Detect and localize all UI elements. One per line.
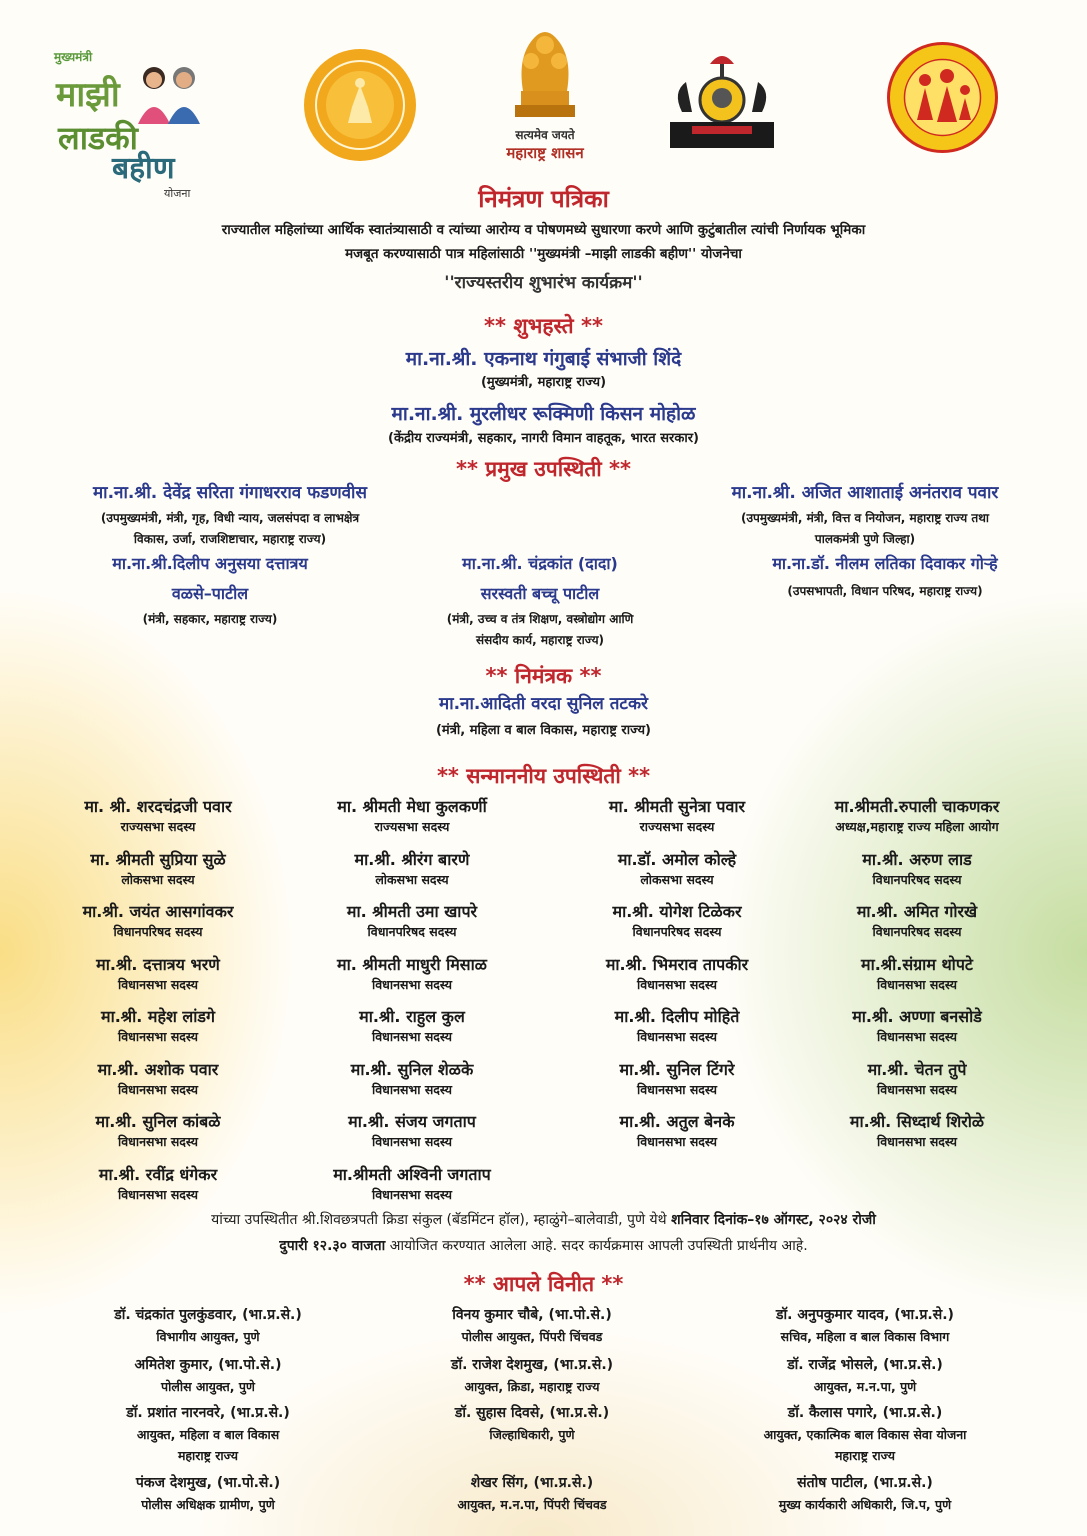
nimantrak-name: मा.ना.आदिती वरदा सुनिल तटकरे xyxy=(439,694,648,714)
honored-guest xyxy=(23,1058,293,1098)
gov-emblem xyxy=(470,25,620,175)
honored-guest-name: मा.डॉ. अमोल कोल्हे xyxy=(617,849,737,869)
host-officer-designation: आयुक्त, म.न.पा, पिंपरी चिंचवड xyxy=(457,1497,607,1512)
pramukh-p3-role: (मंत्री, सहकार, महाराष्ट्र राज्य) xyxy=(142,612,278,626)
host-officer-name: डॉ. चंद्रकांत पुलकुंडवार, (भा.प्र.से.) xyxy=(114,1307,302,1323)
honored-guest xyxy=(23,848,293,888)
honored-guest-name: मा.श्री. संजय जगताप xyxy=(348,1112,476,1131)
honored-guest-name: मा.श्री. जयंत आसगांवकर xyxy=(82,902,234,921)
honored-guest xyxy=(782,1058,1052,1098)
honored-guest-name: मा. श्री. शरदचंद्रजी पवार xyxy=(84,797,232,816)
honored-guest-role: विधानसभा सदस्य xyxy=(371,976,453,992)
honored-guest xyxy=(782,848,1052,888)
honored-guest-name: मा.श्री. राहुल कुल xyxy=(359,1007,465,1026)
host-officer xyxy=(372,1305,692,1345)
pramukh-p3-name-1: मा.ना.श्री.दिलीप अनुसया दत्तात्रय xyxy=(112,554,308,573)
honored-guest xyxy=(277,1110,547,1150)
host-officer-name: शेखर सिंग, (भा.प्र.से.) xyxy=(470,1475,594,1491)
host-officer-designation: आयुक्त, एकात्मिक बाल विकास सेवा योजना xyxy=(763,1427,967,1442)
honored-guest-name: मा.श्री. महेश लांडगे xyxy=(101,1007,215,1026)
honored-guest-name: मा.श्री. सुनिल शेळके xyxy=(350,1059,474,1079)
host-officer-designation: महाराष्ट्र राज्य xyxy=(834,1448,896,1463)
honored-guest xyxy=(542,795,812,835)
honored-guest-role: राज्यसभा सदस्य xyxy=(120,819,196,834)
ladki-logo-bottom: योजना xyxy=(164,187,191,200)
venue-line-2 xyxy=(0,1236,1087,1255)
intro-line-1: राज्यातील महिलांच्या आर्थिक स्वातंत्र्यासाठी व त्यांच्या आरोग्य व पोषणमध्ये सुधारणा करणे आणि कुटुंबातील त्यांची निर्णायक भूमिका xyxy=(221,222,866,238)
honored-guest-name: मा.श्री.संग्राम थोपटे xyxy=(861,954,973,974)
honored-guest-role: विधानसभा सदस्य xyxy=(636,976,718,992)
logo-bar xyxy=(0,0,1087,205)
host-officer-designation: महाराष्ट्र राज्य xyxy=(177,1448,239,1463)
shubhaste-heading: ** शुभहस्ते ** xyxy=(484,314,603,338)
host-officer-designation: पोलीस आयुक्त, पुणे xyxy=(161,1379,255,1394)
honored-guest-role: विधानपरिषद सदस्य xyxy=(367,924,457,939)
honored-guest xyxy=(542,1005,812,1045)
honored-guest-role: विधानसभा सदस्य xyxy=(636,1134,718,1149)
intro-line-2: मजबूत करण्यासाठी पात्र महिलांसाठी ''मुख्यमंत्री –माझी लाडकी बहीण'' योजनेचा xyxy=(345,246,742,262)
host-officer-designation: आयुक्त, महिला व बाल विकास xyxy=(136,1427,280,1442)
venue-time: दुपारी १२.३० वाजता xyxy=(279,1238,386,1254)
honored-guest-name: मा.श्री. दिलीप मोहिते xyxy=(614,1007,740,1026)
honored-guest-role: विधानसभा सदस्य xyxy=(117,1134,199,1149)
pramukh-p4-role-2: संसदीय कार्य, महाराष्ट्र राज्य) xyxy=(475,633,605,647)
host-officer-name: डॉ. अनुपकुमार यादव, (भा.प्र.से.) xyxy=(776,1307,954,1323)
honored-guest xyxy=(277,848,547,888)
chief-guest-2-role: (केंद्रीय राज्यमंत्री, सहकार, नागरी विमान वाहतूक, भारत सरकार) xyxy=(388,431,699,446)
venue-line-1 xyxy=(0,1210,1087,1229)
host-officer xyxy=(705,1305,1025,1345)
honored-guest-name: मा.श्री. सुनिल टिंगरे xyxy=(619,1059,735,1079)
honored-guest xyxy=(542,900,812,940)
wcd-emblem-icon xyxy=(885,40,1000,155)
chief-guest-1-role: (मुख्यमंत्री, महाराष्ट्र राज्य) xyxy=(480,375,607,390)
honored-guest-name: मा.श्री. श्रीरंग बारणे xyxy=(354,849,470,869)
honored-guest-role: विधानसभा सदस्य xyxy=(371,1186,453,1202)
honored-guest-name: मा. श्रीमती माधुरी मिसाळ xyxy=(337,954,487,974)
host-officer-name: अमितेश कुमार, (भा.पो.से.) xyxy=(134,1357,282,1373)
invitation-title: निमंत्रण पत्रिका xyxy=(478,185,609,213)
honored-guest-name: मा.श्रीमती.रुपाली चाकणकर xyxy=(834,797,1000,816)
vinit-heading: ** आपले विनीत ** xyxy=(463,1272,624,1296)
sanmananiya-heading: ** सन्माननीय उपस्थिती ** xyxy=(436,764,651,788)
honored-guest-role: विधानपरिषद सदस्य xyxy=(872,871,962,887)
pramukh-p5 xyxy=(700,552,1070,599)
honored-guest-name: मा.श्री. चेतन तुपे xyxy=(867,1059,967,1079)
honored-guest-name: मा.श्री. सुनिल कांबळे xyxy=(95,1112,221,1131)
honored-guest-name: मा.श्री. अशोक पवार xyxy=(97,1059,219,1079)
ladki-bahin-logo xyxy=(52,40,212,200)
pramukh-p3 xyxy=(40,552,380,627)
honored-guest xyxy=(277,1058,547,1098)
honored-guest xyxy=(23,953,293,993)
honored-guest xyxy=(542,953,812,993)
honored-guest-role: विधानसभा सदस्य xyxy=(371,1134,453,1149)
host-officer-designation: पोलीस आयुक्त, पिंपरी चिंचवड xyxy=(461,1329,603,1344)
nimantrak-role: (मंत्री, महिला व बाल विकास, महाराष्ट्र राज्य) xyxy=(435,723,651,738)
honored-guest-role: विधानसभा सदस्य xyxy=(117,1029,199,1044)
ashoka-emblem-icon xyxy=(505,25,585,120)
pramukh-p4 xyxy=(390,552,690,648)
honored-guest-role: राज्यसभा सदस्य xyxy=(374,819,450,834)
host-officer xyxy=(48,1403,368,1464)
host-officer-name: संतोष पाटील, (भा.प्र.से.) xyxy=(797,1475,933,1491)
honored-guest xyxy=(23,1163,293,1203)
honored-guest-role: विधानसभा सदस्य xyxy=(636,1081,718,1097)
venue-line-1-text: यांच्या उपस्थितीत श्री.शिवछत्रपती क्रिडा संकुल (बॅडमिंटन हॉल), म्हाळुंगे–बालेवाडी, पुणे येथे xyxy=(211,1212,672,1228)
honored-guest-role: विधानसभा सदस्य xyxy=(371,1029,453,1044)
honored-guest xyxy=(23,1005,293,1045)
honored-guest xyxy=(782,1110,1052,1150)
host-officer-designation: जिल्हाधिकारी, पुणे xyxy=(489,1427,575,1442)
ladki-logo-top: मुख्यमंत्री xyxy=(54,50,93,64)
honored-guest-name: मा.श्री. रवींद्र धंगेकर xyxy=(98,1164,218,1184)
pramukh-p4-name-2: सरस्वती बच्चू पाटील xyxy=(480,584,600,603)
ladki-logo-word3: बहीण xyxy=(112,151,175,186)
host-officer xyxy=(705,1473,1025,1513)
pramukh-left-role-2: विकास, उर्जा, राजशिष्टाचार, महाराष्ट्र राज्य) xyxy=(133,532,327,546)
honored-guest-name: मा.श्री. अण्णा बनसोडे xyxy=(852,1007,982,1026)
host-officer-designation: मुख्य कार्यकारी अधिकारी, जि.प, पुणे xyxy=(778,1497,952,1512)
honored-guest xyxy=(542,1110,812,1150)
honored-guest-name: मा.श्री. अतुल बेनके xyxy=(619,1112,735,1131)
honored-guest-name: मा.श्री. अमित गोरखे xyxy=(856,902,978,921)
honored-guest-role: विधानसभा सदस्य xyxy=(117,976,199,992)
honored-guest xyxy=(277,1163,547,1203)
pramukh-right-name: मा.ना.श्री. अजित आशाताई अनंतराव पवार xyxy=(731,483,999,503)
honored-guest xyxy=(542,848,812,888)
honored-guest-name: मा.श्री. सिध्दार्थ शिरोळे xyxy=(849,1112,985,1131)
honored-guest-role: लोकसभा सदस्य xyxy=(121,871,195,887)
pramukh-heading: ** प्रमुख उपस्थिती ** xyxy=(456,457,631,481)
pramukh-right xyxy=(660,480,1070,547)
honored-guest xyxy=(277,795,547,835)
host-officer-name: डॉ. राजेंद्र भोसले, (भा.प्र.से.) xyxy=(787,1357,943,1373)
honored-guest xyxy=(23,795,293,835)
honored-guest xyxy=(782,953,1052,993)
honored-guest-name: मा.श्रीमती अश्विनी जगताप xyxy=(333,1164,491,1184)
honored-guest-name: मा.श्री. योगेश टिळेकर xyxy=(612,902,742,921)
honored-guest-name: मा.श्री. भिमराव तापकीर xyxy=(605,954,749,974)
honored-guest-name: मा. श्रीमती सुनेत्रा पवार xyxy=(608,797,746,816)
venue-line-2-text: आयोजित करण्यात आलेला आहे. सदर कार्यक्रमास आपली उपस्थिती प्रार्थनीय आहे. xyxy=(385,1238,808,1254)
honored-guest xyxy=(23,900,293,940)
honored-guest xyxy=(277,1005,547,1045)
honored-guest-role: विधानसभा सदस्य xyxy=(371,1081,453,1097)
host-officer-designation: विभागीय आयुक्त, पुणे xyxy=(156,1329,260,1344)
ladki-logo-word1: माझी xyxy=(56,75,120,115)
host-officer xyxy=(372,1473,692,1513)
honored-guest-name: मा. श्रीमती उमा खापरे xyxy=(346,902,478,921)
host-officer xyxy=(48,1473,368,1513)
pramukh-p3-name-2: वळसे–पाटील xyxy=(171,584,249,603)
pramukh-right-role-1: (उपमुख्यमंत्री, मंत्री, वित्त व नियोजन, महाराष्ट्र राज्य तथा xyxy=(740,511,990,525)
honored-guest xyxy=(277,900,547,940)
host-officer-designation: आयुक्त, म.न.पा, पुणे xyxy=(813,1379,917,1394)
honored-guest-name: मा. श्रीमती मेधा कुलकर्णी xyxy=(337,797,487,816)
host-officer xyxy=(705,1403,1025,1464)
honored-guest xyxy=(782,900,1052,940)
honored-guest xyxy=(782,1005,1052,1045)
host-officer-name: डॉ. कैलास पगारे, (भा.प्र.से.) xyxy=(787,1405,943,1421)
host-officer xyxy=(372,1355,692,1395)
gov-name: महाराष्ट्र शासन xyxy=(506,144,584,162)
venue-date: शनिवार दिनांक–१७ ऑगस्ट, २०२४ रोजी xyxy=(671,1212,876,1228)
honored-guest-role: लोकसभा सदस्य xyxy=(375,871,449,887)
honored-guest-role: राज्यसभा सदस्य xyxy=(639,819,715,834)
honored-guest-role: विधानसभा सदस्य xyxy=(876,976,958,992)
pramukh-p5-role: (उपसभापती, विधान परिषद, महाराष्ट्र राज्य) xyxy=(787,584,983,598)
honored-guest-role: विधानपरिषद सदस्य xyxy=(632,924,722,939)
gov-motto: सत्यमेव जयते xyxy=(515,128,575,142)
women-figures-icon xyxy=(134,62,204,132)
honored-guest-role: विधानसभा सदस्य xyxy=(117,1081,199,1097)
honored-guest-role: विधानपरिषद सदस्य xyxy=(113,924,203,939)
pramukh-left-role-1: (उपमुख्यमंत्री, मंत्री, गृह, विधी न्याय, जलसंपदा व लाभक्षेत्र xyxy=(100,511,360,525)
host-officer-name: डॉ. सुहास दिवसे, (भा.प्र.से.) xyxy=(454,1405,610,1421)
honored-guest-role: विधानसभा सदस्य xyxy=(876,1134,958,1149)
honored-guest xyxy=(23,1110,293,1150)
honored-guest-role: विधानसभा सदस्य xyxy=(636,1029,718,1044)
pramukh-left xyxy=(20,480,440,547)
pramukh-p4-name-1: मा.ना.श्री. चंद्रकांत (दादा) xyxy=(462,554,618,573)
honored-guest-name: मा. श्रीमती सुप्रिया सुळे xyxy=(90,849,226,869)
honored-guest-role: लोकसभा सदस्य xyxy=(640,871,714,887)
honored-guest-role: विधानपरिषद सदस्य xyxy=(872,924,962,939)
host-officer-name: विनय कुमार चौबे, (भा.पो.से.) xyxy=(452,1307,612,1323)
host-officer-name: पंकज देशमुख, (भा.पो.से.) xyxy=(135,1475,281,1491)
chief-guest-2-name: मा.ना.श्री. मुरलीधर रूक्मिणी किसन मोहोळ xyxy=(391,403,696,425)
event-name: ''राज्यस्तरीय शुभारंभ कार्यक्रम'' xyxy=(444,273,643,293)
pramukh-left-name: मा.ना.श्री. देवेंद्र सरिता गंगाधरराव फडणवीस xyxy=(93,483,367,503)
host-officer-name: डॉ. प्रशांत नारनवरे, (भा.प्र.से.) xyxy=(126,1405,290,1421)
honored-guest-name: मा.श्री. दत्तात्रय भरणे xyxy=(96,954,220,974)
ladki-logo-word2: लाडकी xyxy=(58,119,138,157)
host-officer-designation: पोलीस अधिक्षक ग्रामीण, पुणे xyxy=(141,1497,275,1512)
honored-guest-role: अध्यक्ष,महाराष्ट्र राज्य महिला आयोग xyxy=(835,819,999,834)
wcd-logo xyxy=(885,40,1000,155)
pramukh-p4-role-1: (मंत्री, उच्च व तंत्र शिक्षण, वस्त्रोद्योग आणि xyxy=(446,612,634,626)
honored-guest xyxy=(277,953,547,993)
chief-guest-1-name: मा.ना.श्री. एकनाथ गंगुबाई संभाजी शिंदे xyxy=(405,348,682,370)
pramukh-p5-name: मा.ना.डॉ. नीलम लतिका दिवाकर गोऱ्हे xyxy=(772,554,998,573)
pramukh-right-role-2: पालकमंत्री पुणे जिल्हा) xyxy=(814,532,916,546)
host-officer-designation: आयुक्त, क्रिडा, महाराष्ट्र राज्य xyxy=(464,1379,600,1394)
host-officer xyxy=(372,1403,692,1443)
maharashtra-seal-icon xyxy=(300,45,420,165)
honored-guest xyxy=(782,795,1052,835)
royal-crest-icon xyxy=(662,42,782,152)
honored-guest-role: विधानसभा सदस्य xyxy=(117,1186,199,1202)
honored-guest xyxy=(542,1058,812,1098)
host-officer xyxy=(705,1355,1025,1395)
host-officer xyxy=(48,1305,368,1345)
honored-guest-role: विधानसभा सदस्य xyxy=(876,1029,958,1044)
honored-guest-role: विधानसभा सदस्य xyxy=(876,1081,958,1097)
host-officer-designation: सचिव, महिला व बाल विकास विभाग xyxy=(780,1329,950,1344)
nimantrak-heading: ** निमंत्रक ** xyxy=(485,664,602,688)
host-officer-name: डॉ. राजेश देशमुख, (भा.प्र.से.) xyxy=(450,1357,614,1373)
host-officer xyxy=(48,1355,368,1395)
honored-guest-name: मा.श्री. अरुण लाड xyxy=(862,849,972,869)
